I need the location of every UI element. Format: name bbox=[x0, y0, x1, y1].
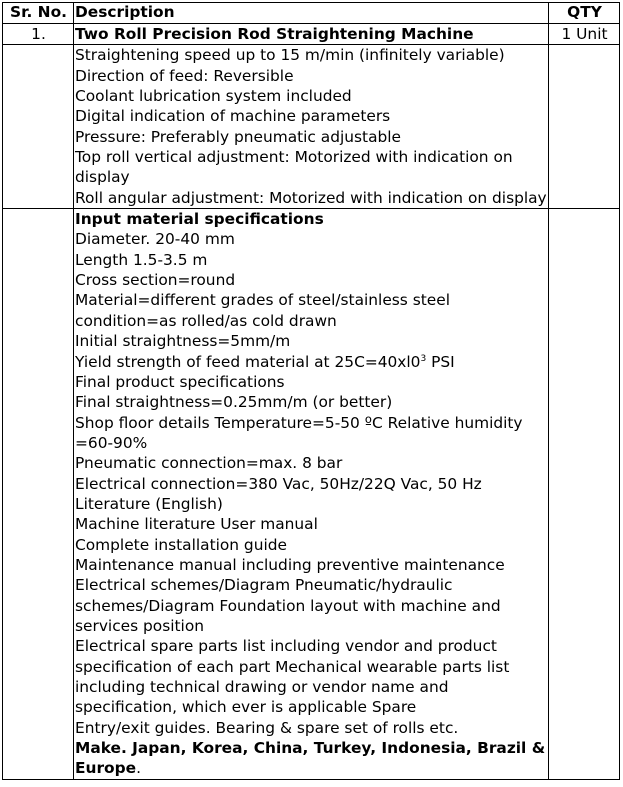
header-description: Description bbox=[74, 3, 549, 24]
item-row bbox=[3, 24, 620, 45]
feature-line: Top roll vertical adjustment: Motorized with indication on display bbox=[75, 148, 513, 187]
spec-line: Material=different grades of steel/stainless steel condition=as rolled/as cold drawn bbox=[75, 291, 450, 330]
spec-line: Electrical connection=380 Vac, 50Hz/22Q Vac, 50 Hz bbox=[75, 474, 482, 493]
specs-qty-cell bbox=[549, 209, 620, 780]
spec-line: Literature (English) bbox=[75, 494, 223, 513]
make-end: . bbox=[136, 759, 141, 778]
spec-line: Pneumatic connection=max. 8 bar bbox=[75, 454, 343, 473]
yield-text: Yield strength of feed material at 25C=40xl0 bbox=[75, 352, 421, 371]
feature-line: Pressure: Preferably pneumatic adjustable bbox=[75, 127, 402, 146]
spec-line: Electrical spare parts list including vendor and product specification of each part Mechanical wearable parts list including technical drawing or vendor name and specification, which ever is applicable Spare bbox=[75, 637, 510, 717]
specs-sr-cell bbox=[3, 209, 74, 780]
spec-line: Initial straightness=5mm/m bbox=[75, 332, 291, 351]
spec-line-yield bbox=[75, 352, 548, 372]
specs-cell bbox=[74, 209, 549, 780]
spec-line: Entry/exit guides. Bearing & spare set of rolls etc. bbox=[75, 718, 459, 737]
features-cell bbox=[74, 45, 549, 209]
spec-line: Complete installation guide bbox=[75, 535, 287, 554]
features-qty-cell bbox=[549, 45, 620, 209]
make-text: Make. Japan, Korea, China, Turkey, Indonesia, Brazil & Europe bbox=[75, 739, 546, 778]
item-qty: 1 Unit bbox=[549, 24, 620, 45]
header-row bbox=[3, 3, 620, 24]
feature-line: Roll angular adjustment: Motorized with indication on display bbox=[75, 188, 547, 207]
feature-line: Digital indication of machine parameters bbox=[75, 107, 391, 126]
yield-unit: PSI bbox=[426, 352, 455, 371]
spec-line: Length 1.5-3.5 m bbox=[75, 250, 208, 269]
spec-line: Maintenance manual including preventive maintenance bbox=[75, 555, 505, 574]
spec-line: Final straightness=0.25mm/m (or better) bbox=[75, 393, 393, 412]
header-qty: QTY bbox=[549, 3, 620, 24]
features-sr-cell bbox=[3, 45, 74, 209]
specs-row bbox=[3, 209, 620, 780]
make-line bbox=[75, 738, 548, 779]
specs-heading: Input material specifications bbox=[75, 210, 324, 229]
feature-line: Direction of feed: Reversible bbox=[75, 66, 294, 85]
specification-table bbox=[2, 2, 620, 780]
yield-exponent: 3 bbox=[420, 353, 427, 364]
header-sr-no: Sr. No. bbox=[3, 3, 74, 24]
feature-line: Coolant lubrication system included bbox=[75, 87, 352, 106]
item-title: Two Roll Precision Rod Straightening Machine bbox=[74, 24, 549, 45]
spec-line: Machine literature User manual bbox=[75, 515, 318, 534]
spec-line: Shop floor details Temperature=5-50 ºC Relative humidity =60-90% bbox=[75, 413, 523, 452]
feature-line: Straightening speed up to 15 m/min (infinitely variable) bbox=[75, 46, 505, 65]
spec-line: Diameter. 20-40 mm bbox=[75, 230, 235, 249]
item-sr-no: 1. bbox=[3, 24, 74, 45]
spec-line: Electrical schemes/Diagram Pneumatic/hydraulic schemes/Diagram Foundation layout with machine and services position bbox=[75, 576, 501, 635]
spec-line: Cross section=round bbox=[75, 271, 236, 290]
spec-line: Final product specifications bbox=[75, 372, 285, 391]
features-row bbox=[3, 45, 620, 209]
